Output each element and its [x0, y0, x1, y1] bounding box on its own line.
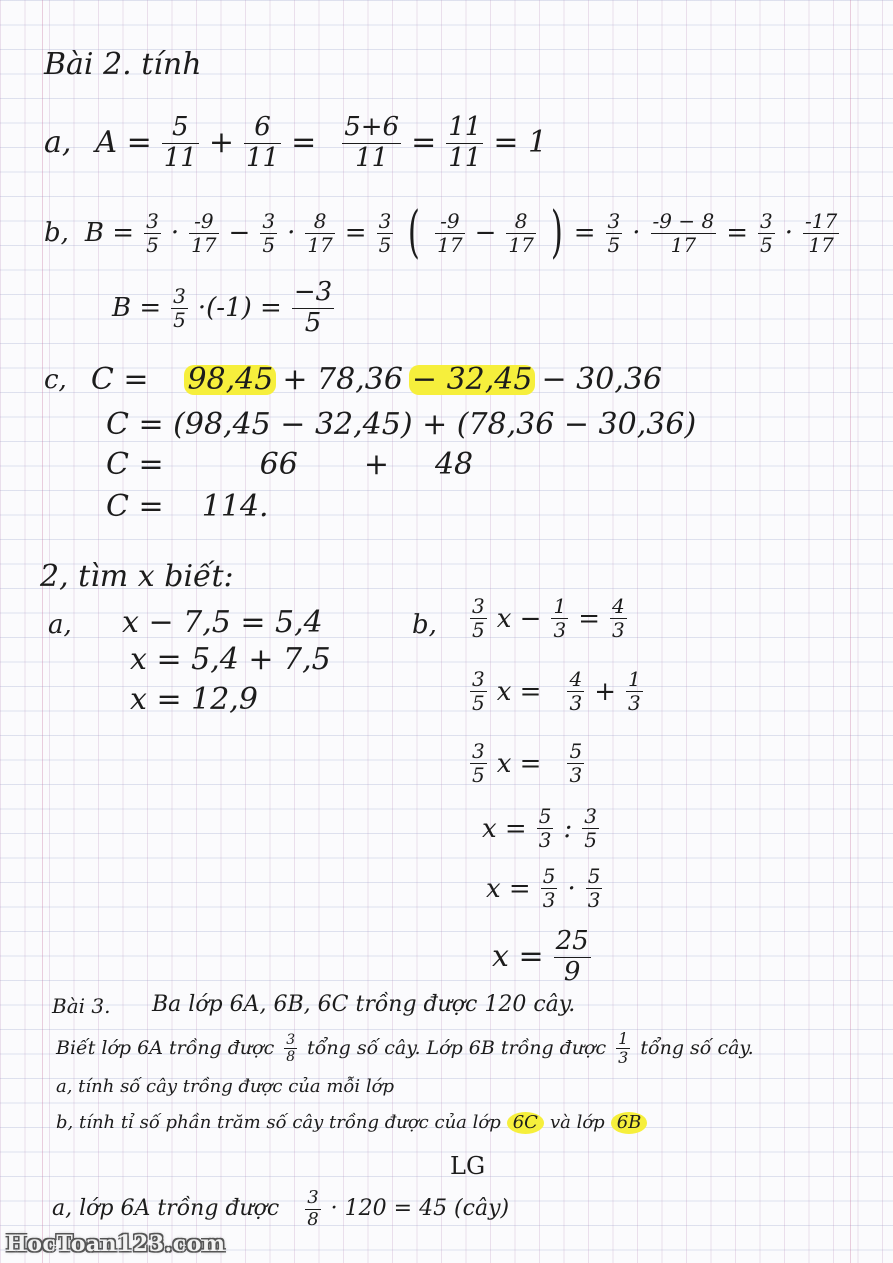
- frac-xb12: 5 3: [587, 864, 601, 912]
- frac-bai3-1: 3 8: [286, 1032, 296, 1066]
- frac-a2: $\frac{6}{11}$: [246, 112, 280, 173]
- b-lhs: B =: [84, 218, 135, 248]
- c1-v1-highlight: 98,45: [184, 365, 276, 395]
- bai3-qb-and: và lớp: [549, 1112, 605, 1133]
- frac-xb1: 3 5: [472, 594, 485, 642]
- b-eq3: =: [726, 218, 749, 248]
- frac-a3: $\frac{5+6}{11}$: [344, 112, 400, 173]
- bai3-intro: Ba lớp 6A, 6B, 6C trồng được 120 cây.: [152, 992, 576, 1017]
- b-rparen: ): [550, 200, 563, 265]
- label-b: b,: [44, 218, 69, 248]
- watermark-logo: HocToan123.com: [6, 1231, 226, 1257]
- line-b2: [112, 278, 338, 339]
- frac-bai3-ans: 3 8: [307, 1187, 319, 1230]
- bai3-line2a: Biết lớp 6A trồng được: [56, 1037, 275, 1060]
- frac-xb7: 3 5: [472, 739, 485, 787]
- frac-b8: $\frac{3}{5}$: [607, 208, 621, 257]
- bai3-line2: [56, 1030, 754, 1068]
- xb-line1: [466, 595, 631, 642]
- margin-line-right: [850, 0, 851, 1263]
- xa-line3: x = 12,9: [130, 682, 258, 717]
- a-lhs: A =: [95, 125, 152, 161]
- frac-xb10: 3 5: [584, 804, 597, 852]
- line-c2: C = (98,45 − 32,45) + (78,36 − 30,36): [106, 407, 697, 442]
- xb5-x: x =: [486, 873, 531, 904]
- xa-line2: x = 5,4 + 7,5: [130, 642, 331, 677]
- frac-xb6: $\frac{1}{3}$: [627, 667, 641, 715]
- xb-line2: [466, 668, 647, 715]
- b-lparen: (: [408, 200, 421, 265]
- xb4-x: x =: [482, 813, 527, 844]
- xb1-eq: =: [578, 603, 600, 634]
- frac-xb13: $\frac{25}{9}$: [555, 926, 589, 987]
- b-minus1: −: [228, 218, 251, 248]
- line-c3: [106, 447, 474, 482]
- xb1-x: x −: [496, 603, 542, 634]
- xa-line1: x − 7,5 = 5,4: [122, 605, 323, 640]
- bai3-qb-6b-highlight: 6B: [611, 1112, 648, 1134]
- bai3-qa: a, tính số cây trồng được của mỗi lớp: [56, 1076, 394, 1097]
- frac-xb5: $\frac{4}{3}$: [569, 667, 583, 715]
- frac-b13: $\frac{-3}{5}$: [293, 277, 333, 338]
- xb-line3: [466, 740, 588, 787]
- frac-b4: $\frac{8}{17}$: [307, 208, 333, 257]
- bai3-line2c: tổng số cây.: [640, 1037, 754, 1060]
- bai2-title: Bài 2. tính: [44, 47, 202, 82]
- b2-mid: ·(-1) =: [197, 293, 282, 324]
- bai3-title: Bài 3.: [52, 994, 111, 1018]
- a-eq1: =: [291, 125, 317, 161]
- frac-bai3-2: 1 3: [618, 1029, 629, 1068]
- frac-b2: -9 17: [191, 208, 217, 257]
- xa-label: a,: [48, 610, 72, 640]
- xb6-x: x =: [492, 939, 544, 975]
- label-c: c,: [44, 365, 67, 395]
- frac-xb11: $\frac{5}{3}$: [542, 864, 556, 912]
- xb-line6: [492, 927, 595, 988]
- c3-lhs: C =: [106, 447, 164, 482]
- b-eq1: =: [344, 218, 367, 248]
- frac-b12: $\frac{3}{5}$: [173, 283, 186, 332]
- frac-a1: $\frac{5}{11}$: [163, 112, 197, 173]
- bai3-qb-6c-highlight: 6C: [507, 1112, 544, 1134]
- b-dot1: ·: [170, 218, 180, 248]
- a-eq2: =: [411, 125, 437, 161]
- frac-b1: $\frac{3}{5}$: [146, 208, 159, 257]
- bai3-qb: [56, 1112, 647, 1134]
- label-a: a,: [44, 125, 72, 161]
- frac-xb8: $\frac{5}{3}$: [569, 739, 583, 787]
- frac-b6: -9 17: [437, 208, 463, 257]
- b-minus2: −: [474, 218, 497, 248]
- line-a: [44, 113, 547, 174]
- frac-b11: -17 17: [805, 208, 838, 257]
- line-b1: [44, 200, 843, 265]
- b-dot3: ·: [632, 218, 641, 248]
- xb3-x: x =: [496, 748, 542, 779]
- frac-xb3: $\frac{4}{3}$: [611, 594, 625, 642]
- bai3-lg: LG: [450, 1152, 486, 1180]
- c1-v2: + 78,36: [282, 362, 403, 397]
- xb-label: b,: [412, 610, 437, 640]
- c1-v3-highlight: − 32,45: [409, 365, 536, 395]
- c3-b: 48: [434, 447, 474, 482]
- c3-op: +: [363, 447, 389, 482]
- frac-xb9: $\frac{5}{3}$: [538, 804, 552, 852]
- frac-b9: $\frac{-9 - 8}{17}$: [652, 208, 715, 257]
- frac-b3: $\frac{3}{5}$: [262, 208, 276, 257]
- frac-xb2: $\frac{1}{3}$: [553, 594, 567, 642]
- bai3-ans-rest: · 120 = 45 (cây): [330, 1196, 510, 1222]
- xb2-plus: +: [594, 676, 616, 707]
- xb5-op: ·: [567, 873, 576, 904]
- xb4-op: :: [563, 813, 573, 844]
- frac-b10: $\frac{3}{5}$: [760, 208, 773, 257]
- b-dot2: ·: [287, 218, 296, 248]
- b2-lhs: B =: [112, 293, 162, 324]
- a-plus: +: [208, 125, 234, 161]
- b-dot4: ·: [784, 218, 794, 248]
- bai3-line2b: tổng số cây. Lớp 6B trồng được: [307, 1037, 607, 1060]
- c3-a: 66: [259, 447, 298, 482]
- c1-v4: − 30,36: [541, 362, 663, 397]
- line-c4: C = 114.: [106, 489, 269, 524]
- margin-line-left: [42, 0, 43, 1263]
- frac-b7: $\frac{8}{17}$: [508, 208, 534, 257]
- line-c1: [44, 362, 663, 397]
- c1-lhs: C =: [90, 362, 149, 397]
- bai3-answer-a: [52, 1188, 509, 1230]
- bai3-qb-text: b, tính tỉ số phần trăm số cây trồng được của lớp: [56, 1112, 501, 1133]
- xb2-x: x =: [496, 676, 542, 707]
- frac-xb4: 3 5: [472, 667, 485, 715]
- part2-title: 2, tìm x biết:: [40, 559, 234, 594]
- xb-line5: [486, 865, 606, 912]
- a-result: = 1: [493, 125, 548, 161]
- b-eq2: =: [573, 218, 596, 248]
- frac-b5: $\frac{3}{5}$: [378, 208, 392, 257]
- xb-line4: [482, 805, 603, 852]
- frac-a4: $\frac{11}{11}$: [448, 112, 482, 173]
- bai3-ans-text: a, lớp 6A trồng được: [52, 1196, 280, 1222]
